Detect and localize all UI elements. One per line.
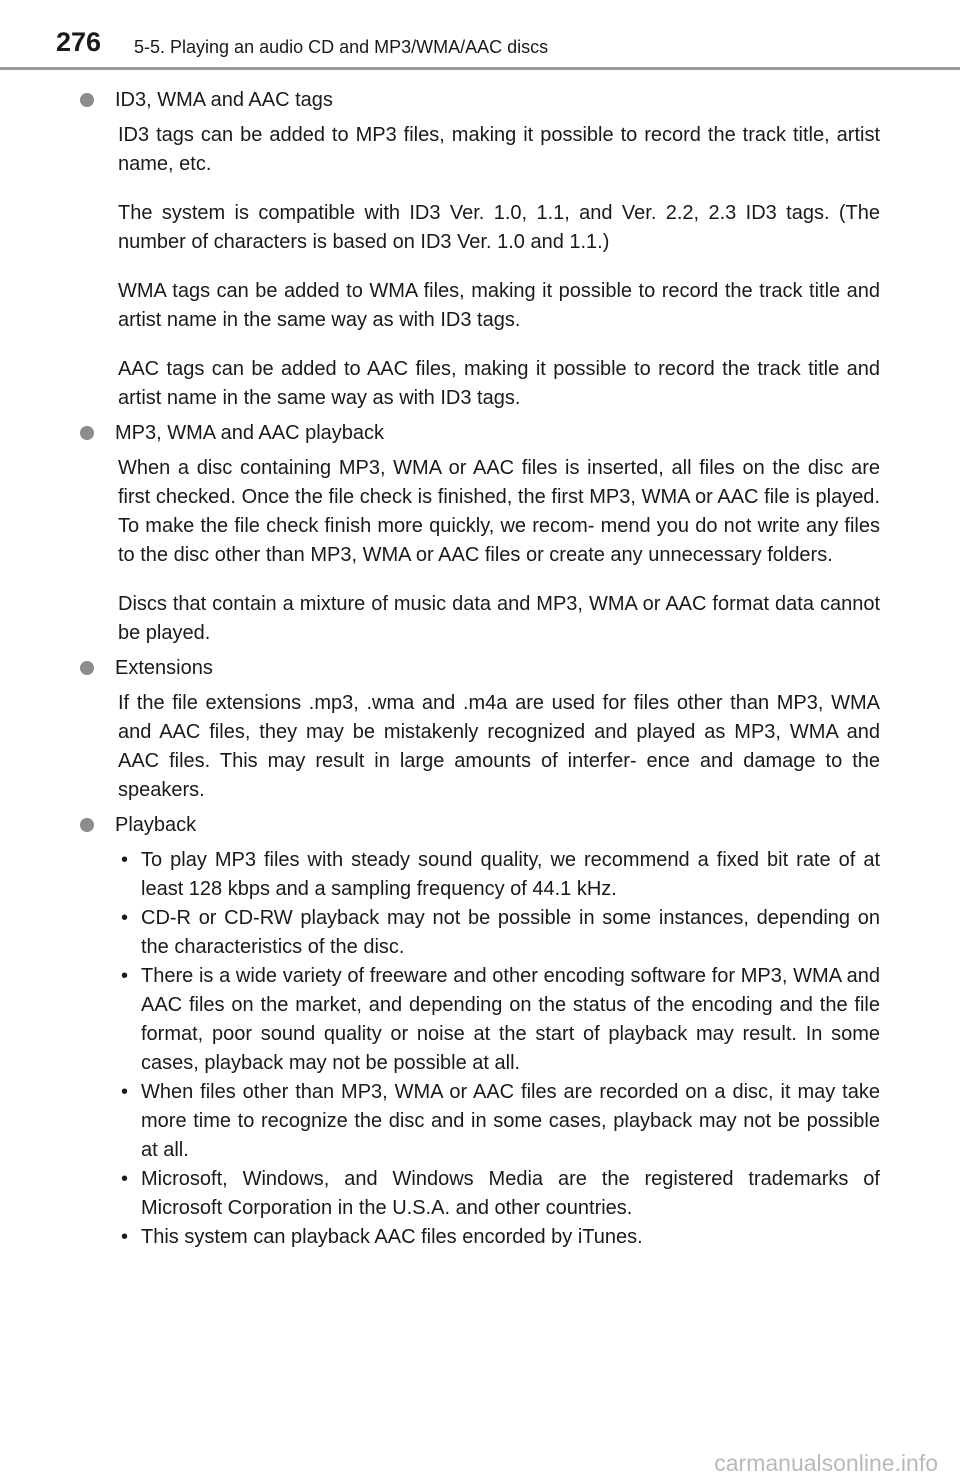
bullet-dot-icon: [80, 93, 94, 107]
list-item: • CD-R or CD-RW playback may not be possible in some instances, depending on the characteristics of the disc.: [115, 904, 880, 962]
paragraph: When a disc containing MP3, WMA or AAC files is inserted, all files on the disc are first checked. Once the file check is finished, the first MP3, WMA or AAC file is played. To make the file check finish more quickly, we recom- mend you do not write any files to the disc other than MP3, WMA or AAC files or create any unnecessary folders.: [118, 457, 880, 566]
paragraph: If the file extensions .mp3, .wma and .m4a are used for files other than MP3, WMA and AAC files, they may be mistakenly recognized and played as MP3, WMA and AAC files. This may result in large amounts of interfer- ence and damage to the speakers.: [118, 692, 880, 801]
section-heading: [80, 419, 880, 448]
page-content: [80, 86, 880, 1258]
playback-notes-list: [115, 846, 880, 1252]
section-heading-text: Extensions: [115, 657, 213, 679]
section-playback: [80, 811, 880, 1252]
watermark: carmanualsonline.info: [714, 1450, 938, 1476]
section-heading: [80, 654, 880, 683]
section-heading-text: Playback: [115, 814, 197, 836]
paragraph: The system is compatible with ID3 Ver. 1.0, 1.1, and Ver. 2.2, 2.3 ID3 tags. (The number of characters is based on ID3 Ver. 1.0 and 1.1.): [118, 202, 880, 253]
paragraph: Discs that contain a mixture of music data and MP3, WMA or AAC format data cannot be played.: [118, 593, 880, 644]
section-heading: [80, 811, 880, 840]
list-item: • There is a wide variety of freeware and other encoding software for MP3, WMA and AAC files on the market, and depending on the status of the encoding and the file format, poor sound quality or noise at the start of playback may result. In some cases, playback may not be possible at all.: [115, 962, 880, 1078]
list-item: • To play MP3 files with steady sound quality, we recommend a fixed bit rate of at least 128 kbps and a sampling frequency of 44.1 kHz.: [115, 846, 880, 904]
paragraph: WMA tags can be added to WMA files, making it possible to record the track title and artist name in the same way as with ID3 tags.: [118, 280, 880, 331]
list-item: • When files other than MP3, WMA or AAC files are recorded on a disc, it may take more time to recognize the disc and in some cases, playback may not be possible at all.: [115, 1078, 880, 1165]
bullet-dot-icon: [80, 661, 94, 675]
list-item: • Microsoft, Windows, and Windows Media are the registered trademarks of Microsoft Corporation in the U.S.A. and other countries.: [115, 1165, 880, 1223]
page-number: 276: [56, 27, 102, 57]
section-extensions: [80, 654, 880, 805]
bullet-dot-icon: [80, 818, 94, 832]
section-heading-text: MP3, WMA and AAC playback: [115, 422, 385, 444]
section-playback-formats: [80, 419, 880, 648]
section-title: 5-5. Playing an audio CD and MP3/WMA/AAC discs: [134, 37, 549, 57]
page-header: [0, 0, 960, 66]
paragraph: ID3 tags can be added to MP3 files, making it possible to record the track title, artist name, etc.: [118, 124, 880, 175]
section-heading: [80, 86, 880, 115]
header-divider: [0, 67, 960, 70]
bullet-dot-icon: [80, 426, 94, 440]
section-heading-text: ID3, WMA and AAC tags: [115, 89, 333, 111]
section-id3-wma-aac-tags: [80, 86, 880, 413]
list-item: • This system can playback AAC files encorded by iTunes.: [115, 1223, 880, 1252]
paragraph: AAC tags can be added to AAC files, making it possible to record the track title and artist name in the same way as with ID3 tags.: [118, 358, 880, 409]
